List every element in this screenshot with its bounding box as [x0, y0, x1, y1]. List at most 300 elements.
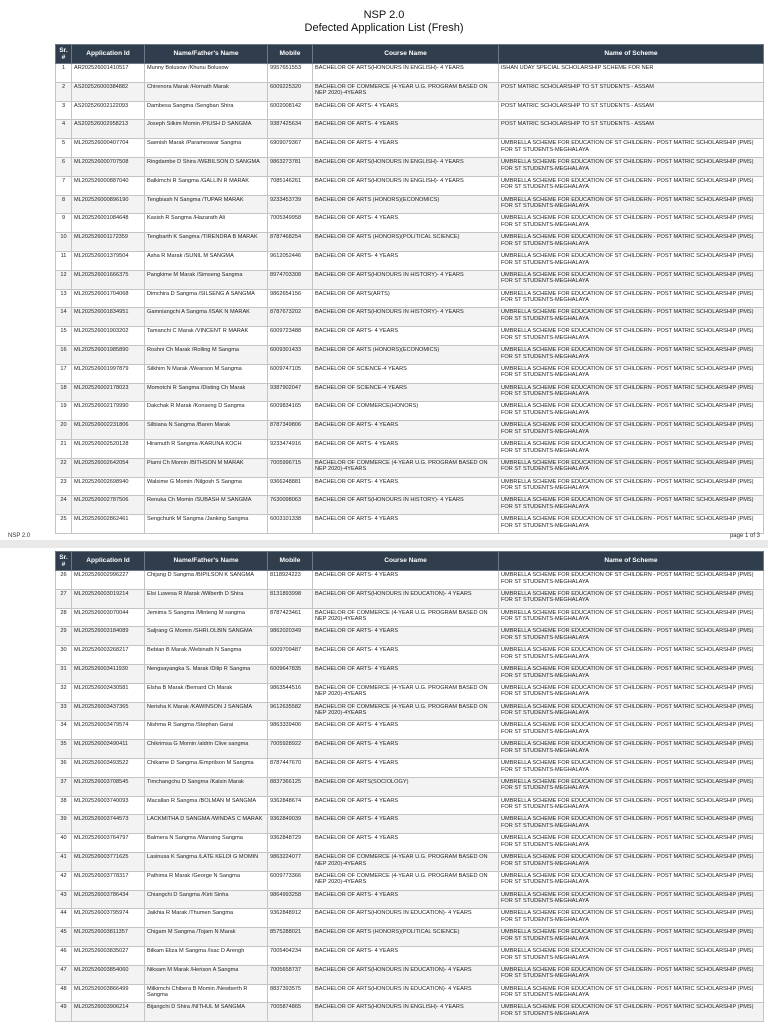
cell-mobile: 8118924223	[268, 571, 313, 590]
cell-name: Chiangchi D Sangma /Kirti Sinha	[145, 890, 268, 909]
cell-name: Silbiana N Sangma /Baren Marak	[145, 421, 268, 440]
cell-sr: 46	[56, 946, 72, 965]
cell-sr: 47	[56, 965, 72, 984]
cell-name: Balmera N Sangma /Wansing Sangma	[145, 834, 268, 853]
table-header-row	[56, 552, 764, 571]
cell-sr: 10	[56, 233, 72, 252]
cell-scheme: UMBRELLA SCHEME FOR EDUCATION OF ST CHILDERN - POST MATRIC SCHOLARSHIP (PMS) FOR ST STUDENTS-MEGHALAYA	[499, 928, 764, 947]
cell-name: Balkimchi R Sangma /GALLIN R MARAK	[145, 176, 268, 195]
cell-name: Lasinusa K Sangma /LATE KELDI G MOMIN	[145, 852, 268, 871]
cell-mobile: 6009647835	[268, 664, 313, 683]
cell-sr: 19	[56, 402, 72, 421]
table-row	[56, 120, 764, 139]
cell-name: Saenish Marak /Parameswar Sangma	[145, 139, 268, 158]
table-row	[56, 421, 764, 440]
cell-scheme: UMBRELLA SCHEME FOR EDUCATION OF ST CHILDERN - POST MATRIC SCHOLARSHIP (PMS) FOR ST STUDENTS-MEGHALAYA	[499, 308, 764, 327]
table-row	[56, 458, 764, 477]
table-row	[56, 157, 764, 176]
cell-name: Tengbiash N Sangma /TUPAR MARAK	[145, 195, 268, 214]
cell-mobile: 9863339406	[268, 721, 313, 740]
header-sr: Sr. #	[56, 45, 72, 64]
cell-mobile: 7005658737	[268, 965, 313, 984]
page-separator	[0, 540, 768, 548]
cell-application-id: ML202526002178023	[72, 383, 145, 402]
cell-scheme: UMBRELLA SCHEME FOR EDUCATION OF ST CHILDERN - POST MATRIC SCHOLARSHIP (PMS) FOR ST STUDENTS-MEGHALAYA	[499, 834, 764, 853]
cell-course: BACHELOR OF ARTS (HONORS)(POLITICAL SCIENCE)	[313, 928, 499, 947]
cell-course: BACHELOR OF COMMERCE (4-YEAR U.G. PROGRAM BASED ON NEP 2020)-4YEARS	[313, 702, 499, 721]
cell-course: BACHELOR OF COMMERCE (4-YEAR U.G. PROGRAM BASED ON NEP 2020)-4YEARS	[313, 852, 499, 871]
cell-mobile: 6009773366	[268, 871, 313, 890]
cell-name: Elsi Luwesa R Marak /Wilberth D Shira	[145, 589, 268, 608]
cell-mobile: 9863273781	[268, 157, 313, 176]
cell-scheme: UMBRELLA SCHEME FOR EDUCATION OF ST CHILDERN - POST MATRIC SCHOLARSHIP (PMS) FOR ST STUDENTS-MEGHALAYA	[499, 139, 764, 158]
cell-scheme: UMBRELLA SCHEME FOR EDUCATION OF ST CHILDERN - POST MATRIC SCHOLARSHIP (PMS) FOR ST STUDENTS-MEGHALAYA	[499, 758, 764, 777]
cell-name: Jaikhia R Marak /Thumen Sangma	[145, 909, 268, 928]
cell-application-id: ML202526001172359	[72, 233, 145, 252]
cell-course: BACHELOR OF ARTS(HONOURS IN ENGLISH)- 4 YEARS	[313, 64, 499, 83]
cell-name: Milkimchi Chibera B Momin /Newberth R Sangma	[145, 984, 268, 1003]
cell-mobile: 9362848912	[268, 909, 313, 928]
cell-scheme: UMBRELLA SCHEME FOR EDUCATION OF ST CHILDERN - POST MATRIC SCHOLARSHIP (PMS) FOR ST STUDENTS-MEGHALAYA	[499, 702, 764, 721]
cell-scheme: UMBRELLA SCHEME FOR EDUCATION OF ST CHILDERN - POST MATRIC SCHOLARSHIP (PMS) FOR ST STUDENTS-MEGHALAYA	[499, 233, 764, 252]
cell-course: BACHELOR OF COMMERCE (4-YEAR U.G. PROGRAM BASED ON NEP 2020)-4YEARS	[313, 683, 499, 702]
cell-scheme: UMBRELLA SCHEME FOR EDUCATION OF ST CHILDERN - POST MATRIC SCHOLARSHIP (PMS) FOR ST STUDENTS-MEGHALAYA	[499, 439, 764, 458]
cell-mobile: 6009225320	[268, 82, 313, 101]
cell-course: BACHELOR OF SCIENCE-4 YEARS	[313, 383, 499, 402]
table-row	[56, 214, 764, 233]
cell-sr: 3	[56, 101, 72, 120]
cell-application-id: ML202526003835027	[72, 946, 145, 965]
cell-scheme: UMBRELLA SCHEME FOR EDUCATION OF ST CHILDERN - POST MATRIC SCHOLARSHIP (PMS) FOR ST STUDENTS-MEGHALAYA	[499, 571, 764, 590]
cell-application-id: ML202526000707508	[72, 157, 145, 176]
cell-sr: 28	[56, 608, 72, 627]
cell-mobile: 6009709487	[268, 646, 313, 665]
cell-mobile: 7630098063	[268, 496, 313, 515]
table-row	[56, 402, 764, 421]
cell-scheme: UMBRELLA SCHEME FOR EDUCATION OF ST CHILDERN - POST MATRIC SCHOLARSHIP (PMS) FOR ST STUDENTS-MEGHALAYA	[499, 458, 764, 477]
cell-sr: 27	[56, 589, 72, 608]
table-body-page-2	[56, 571, 764, 1022]
cell-scheme: UMBRELLA SCHEME FOR EDUCATION OF ST CHILDERN - POST MATRIC SCHOLARSHIP (PMS) FOR ST STUDENTS-MEGHALAYA	[499, 270, 764, 289]
cell-course: BACHELOR OF ARTS(HONOURS IN ENGLISH)- 4 YEARS	[313, 157, 499, 176]
cell-sr: 31	[56, 664, 72, 683]
table-row	[56, 965, 764, 984]
cell-name: Ringdambe D Shira /WEBILSON D SANGMA	[145, 157, 268, 176]
cell-scheme: UMBRELLA SCHEME FOR EDUCATION OF ST CHILDERN - POST MATRIC SCHOLARSHIP (PMS) FOR ST STUDENTS-MEGHALAYA	[499, 664, 764, 683]
cell-scheme: POST MATRIC SCHOLARSHIP TO ST STUDENTS - ASSAM	[499, 82, 764, 101]
cell-name: Silkhim N Marak /Wearson M Sangma	[145, 364, 268, 383]
cell-application-id: ML202526003764797	[72, 834, 145, 853]
cell-mobile: 8787468254	[268, 233, 313, 252]
cell-mobile: 8974703308	[268, 270, 313, 289]
cell-application-id: ML202526003184089	[72, 627, 145, 646]
cell-name: Chigam M Sangma /Tojam N Marak	[145, 928, 268, 947]
cell-course: BACHELOR OF ARTS (HONORS)(ECONOMICS)	[313, 195, 499, 214]
cell-course: BACHELOR OF ARTS(HONOURS IN HISTORY)- 4 YEARS	[313, 308, 499, 327]
table-header-row	[56, 45, 764, 64]
cell-application-id: ML202526003740093	[72, 796, 145, 815]
cell-name: Tengbarth K Sangma /TIRENDRA B MARAK	[145, 233, 268, 252]
cell-name: Elsha B Marak /Bernard Ch Marak	[145, 683, 268, 702]
cell-application-id: ML202526002520128	[72, 439, 145, 458]
cell-sr: 42	[56, 871, 72, 890]
cell-sr: 30	[56, 646, 72, 665]
cell-scheme: UMBRELLA SCHEME FOR EDUCATION OF ST CHILDERN - POST MATRIC SCHOLARSHIP (PMS) FOR ST STUDENTS-MEGHALAYA	[499, 251, 764, 270]
cell-application-id: ML202526003906214	[72, 1003, 145, 1022]
table-row	[56, 345, 764, 364]
table-row	[56, 702, 764, 721]
table-row	[56, 928, 764, 947]
table-row	[56, 815, 764, 834]
cell-sr: 40	[56, 834, 72, 853]
cell-course: BACHELOR OF ARTS- 4 YEARS	[313, 214, 499, 233]
document-title: NSP 2.0	[363, 9, 405, 21]
cell-name: Nerisha K Marak /KAWINSON J SANGMA	[145, 702, 268, 721]
cell-course: BACHELOR OF ARTS- 4 YEARS	[313, 101, 499, 120]
cell-sr: 44	[56, 909, 72, 928]
table-row	[56, 308, 764, 327]
cell-mobile: 8787447670	[268, 758, 313, 777]
table-row	[56, 627, 764, 646]
cell-scheme: UMBRELLA SCHEME FOR EDUCATION OF ST CHILDERN - POST MATRIC SCHOLARSHIP (PMS) FOR ST STUDENTS-MEGHALAYA	[499, 815, 764, 834]
cell-course: BACHELOR OF COMMERCE (4-YEAR U.G. PROGRAM BASED ON NEP 2020)-4YEARS	[313, 458, 499, 477]
cell-course: BACHELOR OF ARTS- 4 YEARS	[313, 571, 499, 590]
cell-name: Hiramuth R Sangma /KARUNA KOCH	[145, 439, 268, 458]
table-body-page-1	[56, 64, 764, 534]
cell-application-id: ML202526000407704	[72, 139, 145, 158]
cell-name: Sengchurik M Sangma /Janking Sangma	[145, 515, 268, 534]
cell-course: BACHELOR OF ARTS- 4 YEARS	[313, 946, 499, 965]
table-row	[56, 327, 764, 346]
table-row	[56, 777, 764, 796]
header-scheme: Name of Scheme	[499, 552, 764, 571]
cell-mobile: 7005404234	[268, 946, 313, 965]
cell-course: BACHELOR OF ARTS(HONOURS IN EDUCATION)- 4 YEARS	[313, 589, 499, 608]
cell-scheme: UMBRELLA SCHEME FOR EDUCATION OF ST CHILDERN - POST MATRIC SCHOLARSHIP (PMS) FOR ST STUDENTS-MEGHALAYA	[499, 421, 764, 440]
cell-application-id: AS202526000384882	[72, 82, 145, 101]
cell-mobile: 6009834165	[268, 402, 313, 421]
cell-mobile: 9233474916	[268, 439, 313, 458]
cell-application-id: ML202526001084648	[72, 214, 145, 233]
cell-sr: 16	[56, 345, 72, 364]
cell-sr: 22	[56, 458, 72, 477]
cell-mobile: 9862654156	[268, 289, 313, 308]
table-row	[56, 383, 764, 402]
cell-mobile: 9612635582	[268, 702, 313, 721]
table-row	[56, 64, 764, 83]
cell-course: BACHELOR OF ARTS- 4 YEARS	[313, 627, 499, 646]
cell-scheme: UMBRELLA SCHEME FOR EDUCATION OF ST CHILDERN - POST MATRIC SCHOLARSHIP (PMS) FOR ST STUDENTS-MEGHALAYA	[499, 890, 764, 909]
cell-name: Saljrang G Momin /SHRI.OLBIN SANGMA	[145, 627, 268, 646]
cell-application-id: ML202526001997879	[72, 364, 145, 383]
cell-name: Momotchi R Sangma /Disting Ch Marak	[145, 383, 268, 402]
header-scheme: Name of Scheme	[499, 45, 764, 64]
cell-sr: 35	[56, 740, 72, 759]
table-row	[56, 139, 764, 158]
cell-mobile: 9864993258	[268, 890, 313, 909]
cell-scheme: UMBRELLA SCHEME FOR EDUCATION OF ST CHILDERN - POST MATRIC SCHOLARSHIP (PMS) FOR ST STUDENTS-MEGHALAYA	[499, 364, 764, 383]
cell-application-id: ML202526001379504	[72, 251, 145, 270]
header-course: Course Name	[313, 552, 499, 571]
cell-mobile: 9362849039	[268, 815, 313, 834]
cell-sr: 45	[56, 928, 72, 947]
cell-mobile: 7005874865	[268, 1003, 313, 1022]
cell-mobile: 8787423461	[268, 608, 313, 627]
cell-mobile: 9366248881	[268, 477, 313, 496]
cell-scheme: UMBRELLA SCHEME FOR EDUCATION OF ST CHILDERN - POST MATRIC SCHOLARSHIP (PMS) FOR ST STUDENTS-MEGHALAYA	[499, 327, 764, 346]
cell-sr: 39	[56, 815, 72, 834]
cell-sr: 12	[56, 270, 72, 289]
cell-scheme: UMBRELLA SCHEME FOR EDUCATION OF ST CHILDERN - POST MATRIC SCHOLARSHIP (PMS) FOR ST STUDENTS-MEGHALAYA	[499, 1003, 764, 1022]
cell-sr: 7	[56, 176, 72, 195]
cell-application-id: ML202526002862461	[72, 515, 145, 534]
table-row	[56, 664, 764, 683]
cell-application-id: ML202526003786434	[72, 890, 145, 909]
table-row	[56, 270, 764, 289]
cell-scheme: UMBRELLA SCHEME FOR EDUCATION OF ST CHILDERN - POST MATRIC SCHOLARSHIP (PMS) FOR ST STUDENTS-MEGHALAYA	[499, 646, 764, 665]
cell-sr: 4	[56, 120, 72, 139]
cell-course: BACHELOR OF SCIENCE-4 YEARS	[313, 364, 499, 383]
cell-application-id: ML202526003268217	[72, 646, 145, 665]
cell-sr: 32	[56, 683, 72, 702]
table-row	[56, 834, 764, 853]
cell-application-id: AR202526001410517	[72, 64, 145, 83]
cell-application-id: ML202526003854060	[72, 965, 145, 984]
cell-sr: 9	[56, 214, 72, 233]
application-table-page-2	[55, 551, 764, 1022]
cell-name: Piami Ch Momin /BITHSON M MARAK	[145, 458, 268, 477]
cell-mobile: 9362848729	[268, 834, 313, 853]
cell-name: Gamniangchi A Sangma /ISAK N MARAK	[145, 308, 268, 327]
cell-scheme: UMBRELLA SCHEME FOR EDUCATION OF ST CHILDERN - POST MATRIC SCHOLARSHIP (PMS) FOR ST STUDENTS-MEGHALAYA	[499, 214, 764, 233]
cell-sr: 37	[56, 777, 72, 796]
cell-application-id: ML202526003479574	[72, 721, 145, 740]
cell-scheme: UMBRELLA SCHEME FOR EDUCATION OF ST CHILDERN - POST MATRIC SCHOLARSHIP (PMS) FOR ST STUDENTS-MEGHALAYA	[499, 157, 764, 176]
cell-mobile: 9863544516	[268, 683, 313, 702]
cell-mobile: 6009723488	[268, 327, 313, 346]
cell-mobile: 7085146261	[268, 176, 313, 195]
header-application-id: Application Id	[72, 45, 145, 64]
cell-application-id: ML202526003811357	[72, 928, 145, 947]
cell-course: BACHELOR OF ARTS- 4 YEARS	[313, 664, 499, 683]
cell-name: Renuka Ch Momin /SUBASH M SANGMA	[145, 496, 268, 515]
cell-course: BACHELOR OF ARTS(HONOURS IN HISTORY)- 4 YEARS	[313, 496, 499, 515]
cell-sr: 17	[56, 364, 72, 383]
cell-sr: 2	[56, 82, 72, 101]
cell-scheme: UMBRELLA SCHEME FOR EDUCATION OF ST CHILDERN - POST MATRIC SCHOLARSHIP (PMS) FOR ST STUDENTS-MEGHALAYA	[499, 965, 764, 984]
cell-scheme: POST MATRIC SCHOLARSHIP TO ST STUDENTS - ASSAM	[499, 120, 764, 139]
cell-mobile: 9863224077	[268, 852, 313, 871]
table-row	[56, 251, 764, 270]
cell-application-id: ML202526003411930	[72, 664, 145, 683]
cell-name: Dakchak R Marak /Konseng D Sangma	[145, 402, 268, 421]
cell-application-id: AS202526002122093	[72, 101, 145, 120]
table-row	[56, 195, 764, 214]
cell-sr: 36	[56, 758, 72, 777]
table-row	[56, 890, 764, 909]
cell-course: BACHELOR OF ARTS(HONOURS IN EDUCATION)- 4 YEARS	[313, 909, 499, 928]
cell-scheme: UMBRELLA SCHEME FOR EDUCATION OF ST CHILDERN - POST MATRIC SCHOLARSHIP (PMS) FOR ST STUDENTS-MEGHALAYA	[499, 402, 764, 421]
cell-sr: 41	[56, 852, 72, 871]
cell-sr: 24	[56, 496, 72, 515]
table-row	[56, 909, 764, 928]
header-application-id: Application Id	[72, 552, 145, 571]
cell-application-id: ML202526003493522	[72, 758, 145, 777]
cell-mobile: 7005996715	[268, 458, 313, 477]
cell-sr: 49	[56, 1003, 72, 1022]
cell-sr: 5	[56, 139, 72, 158]
cell-course: BACHELOR OF COMMERCE (4-YEAR U.G. PROGRAM BASED ON NEP 2020)-4YEARS	[313, 608, 499, 627]
cell-mobile: 8837393575	[268, 984, 313, 1003]
cell-course: BACHELOR OF COMMERCE (4-YEAR U.G. PROGRAM BASED ON NEP 2020)-4YEARS	[313, 871, 499, 890]
cell-application-id: AS202526002958213	[72, 120, 145, 139]
cell-mobile: 6009747105	[268, 364, 313, 383]
table-row	[56, 721, 764, 740]
table-row	[56, 946, 764, 965]
footer-left: NSP 2.0	[8, 533, 31, 539]
table-row	[56, 496, 764, 515]
cell-course: BACHELOR OF ARTS(HONOURS IN EDUCATION)- 4 YEARS	[313, 965, 499, 984]
cell-course: BACHELOR OF ARTS- 4 YEARS	[313, 758, 499, 777]
cell-application-id: ML202526002642054	[72, 458, 145, 477]
cell-application-id: ML202526003708545	[72, 777, 145, 796]
cell-course: BACHELOR OF ARTS(HONOURS IN ENGLISH)- 4 YEARS	[313, 176, 499, 195]
cell-sr: 21	[56, 439, 72, 458]
cell-application-id: ML202526002698940	[72, 477, 145, 496]
cell-scheme: UMBRELLA SCHEME FOR EDUCATION OF ST CHILDERN - POST MATRIC SCHOLARSHIP (PMS) FOR ST STUDENTS-MEGHALAYA	[499, 496, 764, 515]
table-row	[56, 233, 764, 252]
cell-name: Nishma R Sangma /Stephan Garai	[145, 721, 268, 740]
cell-application-id: ML202526000896190	[72, 195, 145, 214]
cell-course: BACHELOR OF COMMERCE (4-YEAR U.G. PROGRAM BASED ON NEP 2020)-4YEARS	[313, 82, 499, 101]
cell-name: Dambesa Sangma /Sengban Shira	[145, 101, 268, 120]
cell-sr: 13	[56, 289, 72, 308]
document-subtitle: Defected Application List (Fresh)	[304, 22, 464, 34]
table-row	[56, 289, 764, 308]
cell-sr: 11	[56, 251, 72, 270]
cell-name: Bebian B Marak /Webinath N Sangma	[145, 646, 268, 665]
cell-sr: 14	[56, 308, 72, 327]
cell-name: Bijangchi D Shira /NITHUL M SANGMA	[145, 1003, 268, 1022]
cell-scheme: UMBRELLA SCHEME FOR EDUCATION OF ST CHILDERN - POST MATRIC SCHOLARSHIP (PMS) FOR ST STUDENTS-MEGHALAYA	[499, 589, 764, 608]
cell-course: BACHELOR OF ARTS (HONORS)(ECONOMICS)	[313, 345, 499, 364]
cell-course: BACHELOR OF ARTS- 4 YEARS	[313, 139, 499, 158]
cell-application-id: ML202526003430581	[72, 683, 145, 702]
cell-name: Tamanchi C Marak /VINCENT R MARAK	[145, 327, 268, 346]
table-row	[56, 740, 764, 759]
cell-application-id: ML202526003437365	[72, 702, 145, 721]
cell-scheme: ISHAN UDAY SPECIAL SCHOLARSHIP SCHEME FOR NER	[499, 64, 764, 83]
cell-mobile: 8575288021	[268, 928, 313, 947]
cell-course: BACHELOR OF ARTS- 4 YEARS	[313, 421, 499, 440]
cell-application-id: ML202526001666375	[72, 270, 145, 289]
cell-scheme: UMBRELLA SCHEME FOR EDUCATION OF ST CHILDERN - POST MATRIC SCHOLARSHIP (PMS) FOR ST STUDENTS-MEGHALAYA	[499, 176, 764, 195]
cell-sr: 33	[56, 702, 72, 721]
cell-scheme: UMBRELLA SCHEME FOR EDUCATION OF ST CHILDERN - POST MATRIC SCHOLARSHIP (PMS) FOR ST STUDENTS-MEGHALAYA	[499, 627, 764, 646]
cell-name: Joseph Silkim Momin /PIUSH D SANGMA	[145, 120, 268, 139]
cell-sr: 29	[56, 627, 72, 646]
cell-sr: 34	[56, 721, 72, 740]
footer-page-number: page 1 of 3	[729, 533, 760, 539]
cell-application-id: ML202526003070044	[72, 608, 145, 627]
cell-mobile: 9957651553	[268, 64, 313, 83]
table-row	[56, 439, 764, 458]
cell-name: Kasish R Sangma /Hazarath Ali	[145, 214, 268, 233]
cell-course: BACHELOR OF ARTS- 4 YEARS	[313, 251, 499, 270]
cell-course: BACHELOR OF ARTS- 4 YEARS	[313, 740, 499, 759]
table-row	[56, 364, 764, 383]
cell-sr: 48	[56, 984, 72, 1003]
cell-course: BACHELOR OF ARTS- 4 YEARS	[313, 815, 499, 834]
cell-mobile: 6002008142	[268, 101, 313, 120]
cell-application-id: ML202526003866499	[72, 984, 145, 1003]
cell-scheme: UMBRELLA SCHEME FOR EDUCATION OF ST CHILDERN - POST MATRIC SCHOLARSHIP (PMS) FOR ST STUDENTS-MEGHALAYA	[499, 383, 764, 402]
cell-scheme: UMBRELLA SCHEME FOR EDUCATION OF ST CHILDERN - POST MATRIC SCHOLARSHIP (PMS) FOR ST STUDENTS-MEGHALAYA	[499, 289, 764, 308]
header-mobile: Mobile	[268, 45, 313, 64]
cell-application-id: ML202526002787506	[72, 496, 145, 515]
cell-application-id: ML202526001834951	[72, 308, 145, 327]
cell-application-id: ML202526000887040	[72, 176, 145, 195]
cell-mobile: 6003101338	[268, 515, 313, 534]
cell-course: BACHELOR OF ARTS- 4 YEARS	[313, 515, 499, 534]
cell-sr: 20	[56, 421, 72, 440]
cell-sr: 25	[56, 515, 72, 534]
cell-scheme: UMBRELLA SCHEME FOR EDUCATION OF ST CHILDERN - POST MATRIC SCHOLARSHIP (PMS) FOR ST STUDENTS-MEGHALAYA	[499, 871, 764, 890]
cell-sr: 1	[56, 64, 72, 83]
cell-course: BACHELOR OF ARTS- 4 YEARS	[313, 327, 499, 346]
cell-name: Chijang D Sangma /BIPILSON K SANGMA	[145, 571, 268, 590]
table-row	[56, 571, 764, 590]
cell-name: Macallan R Sangma /BOLMAN M SANGMA	[145, 796, 268, 815]
cell-mobile: 8131893998	[268, 589, 313, 608]
cell-course: BACHELOR OF ARTS- 4 YEARS	[313, 477, 499, 496]
cell-application-id: ML202526003795974	[72, 909, 145, 928]
cell-course: BACHELOR OF COMMERCE(HONORS)	[313, 402, 499, 421]
cell-scheme: UMBRELLA SCHEME FOR EDUCATION OF ST CHILDERN - POST MATRIC SCHOLARSHIP (PMS) FOR ST STUDENTS-MEGHALAYA	[499, 852, 764, 871]
cell-name: Timchangchu D Sangma /Kalsin Marak	[145, 777, 268, 796]
table-row	[56, 871, 764, 890]
cell-scheme: UMBRELLA SCHEME FOR EDUCATION OF ST CHILDERN - POST MATRIC SCHOLARSHIP (PMS) FOR ST STUDENTS-MEGHALAYA	[499, 946, 764, 965]
table-row	[56, 176, 764, 195]
cell-scheme: UMBRELLA SCHEME FOR EDUCATION OF ST CHILDERN - POST MATRIC SCHOLARSHIP (PMS) FOR ST STUDENTS-MEGHALAYA	[499, 477, 764, 496]
cell-mobile: 8837366125	[268, 777, 313, 796]
table-row	[56, 984, 764, 1003]
cell-application-id: ML202526001903202	[72, 327, 145, 346]
cell-application-id: ML202526001704068	[72, 289, 145, 308]
cell-mobile: 9862020349	[268, 627, 313, 646]
cell-mobile: 9362848674	[268, 796, 313, 815]
cell-name: Pangkime M Marak /Simseng Sangma	[145, 270, 268, 289]
cell-course: BACHELOR OF ARTS(ARTS)	[313, 289, 499, 308]
cell-scheme: UMBRELLA SCHEME FOR EDUCATION OF ST CHILDERN - POST MATRIC SCHOLARSHIP (PMS) FOR ST STUDENTS-MEGHALAYA	[499, 721, 764, 740]
cell-sr: 26	[56, 571, 72, 590]
cell-course: BACHELOR OF ARTS- 4 YEARS	[313, 796, 499, 815]
cell-application-id: ML202526003744573	[72, 815, 145, 834]
cell-scheme: UMBRELLA SCHEME FOR EDUCATION OF ST CHILDERN - POST MATRIC SCHOLARSHIP (PMS) FOR ST STUDENTS-MEGHALAYA	[499, 345, 764, 364]
cell-name: Chikrimsa G Momin /aldrin Clive sangma	[145, 740, 268, 759]
cell-name: Pathima R Marak /George N Sangma	[145, 871, 268, 890]
cell-application-id: ML202526002996227	[72, 571, 145, 590]
cell-application-id: ML202526002179990	[72, 402, 145, 421]
cell-course: BACHELOR OF ARTS (HONORS)(POLITICAL SCIENCE)	[313, 233, 499, 252]
table-row	[56, 646, 764, 665]
cell-name: Munny Bolusow /Khunu Bolusow	[145, 64, 268, 83]
cell-name: Nengsayangka S. Marak /Dilip R Sangma	[145, 664, 268, 683]
cell-scheme: UMBRELLA SCHEME FOR EDUCATION OF ST CHILDERN - POST MATRIC SCHOLARSHIP (PMS) FOR ST STUDENTS-MEGHALAYA	[499, 796, 764, 815]
cell-mobile: 7005349958	[268, 214, 313, 233]
cell-scheme: UMBRELLA SCHEME FOR EDUCATION OF ST CHILDERN - POST MATRIC SCHOLARSHIP (PMS) FOR ST STUDENTS-MEGHALAYA	[499, 740, 764, 759]
cell-course: BACHELOR OF ARTS- 4 YEARS	[313, 120, 499, 139]
